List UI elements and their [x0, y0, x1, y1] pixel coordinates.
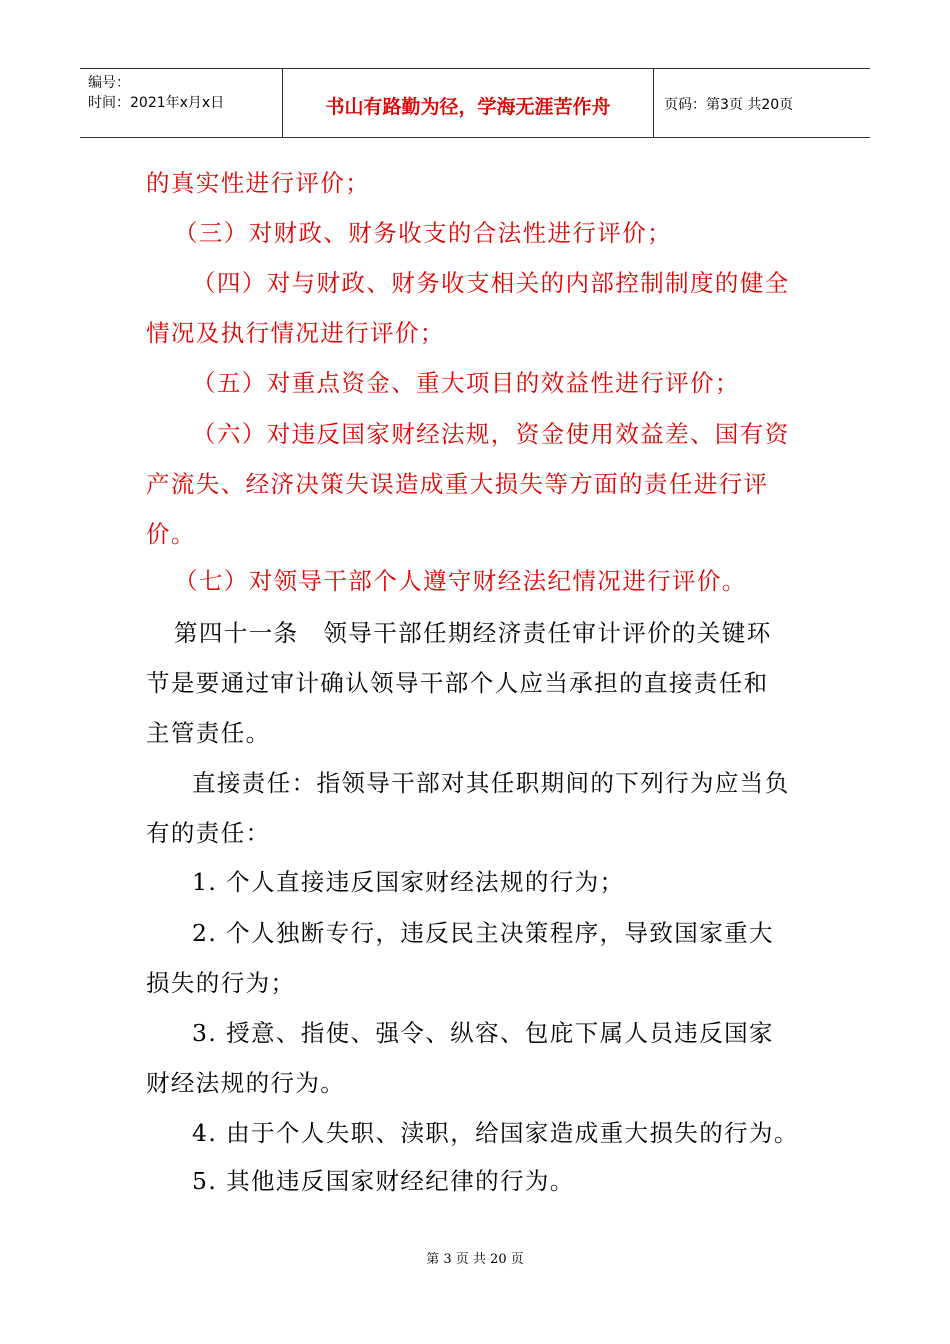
time-label: 时间：2021年x月x日 [88, 95, 225, 111]
list-item: 3. 授意、指使、强令、纵容、包庇下属人员违反国家 [192, 1019, 774, 1047]
header-motto: 书山有路勤为径，学海无涯苦作舟 [325, 96, 611, 118]
paragraph-line: 产流失、经济决策失误造成重大损失等方面的责任进行评 [146, 470, 769, 498]
paragraph-line: 情况及执行情况进行评价； [146, 319, 445, 347]
list-item: 4. 由于个人失职、渎职，给国家造成重大损失的行为。 [192, 1119, 799, 1147]
document-header [80, 68, 870, 138]
paragraph-line: 损失的行为； [146, 969, 296, 997]
paragraph-line: 主管责任。 [146, 719, 271, 747]
paragraph-line: （五）对重点资金、重大项目的效益性进行评价； [192, 369, 740, 397]
paragraph-line: （三）对财政、财务收支的合法性进行评价； [174, 219, 672, 247]
paragraph-line: （六）对违反国家财经法规，资金使用效益差、国有资 [192, 420, 790, 448]
page-footer: 第 3 页 共 20 页 [426, 1252, 524, 1267]
paragraph-line: 的真实性进行评价； [146, 169, 371, 197]
header-left-cell [80, 69, 283, 137]
list-item: 5. 其他违反国家财经纪律的行为。 [192, 1167, 575, 1195]
header-center-cell [283, 69, 654, 137]
header-page-info: 页码：第3页 共20页 [664, 97, 794, 113]
paragraph-line: 有的责任： [146, 819, 271, 847]
paragraph-line: 价。 [146, 520, 196, 548]
paragraph-line: 直接责任：指领导干部对其任职期间的下列行为应当负 [192, 769, 790, 797]
number-label: 编号： [88, 75, 130, 91]
header-right-cell [654, 69, 870, 137]
paragraph-line: 节是要通过审计确认领导干部个人应当承担的直接责任和 [146, 669, 769, 697]
paragraph-line: （七）对领导干部个人遵守财经法纪情况进行评价。 [174, 567, 747, 595]
list-item: 1. 个人直接违反国家财经法规的行为； [192, 868, 625, 896]
list-item: 2. 个人独断专行，违反民主决策程序，导致国家重大 [192, 919, 774, 947]
paragraph-line: （四）对与财政、财务收支相关的内部控制制度的健全 [192, 269, 790, 297]
paragraph-line: 财经法规的行为。 [146, 1069, 346, 1097]
paragraph-line: 第四十一条 领导干部任期经济责任审计评价的关键环 [174, 619, 772, 647]
